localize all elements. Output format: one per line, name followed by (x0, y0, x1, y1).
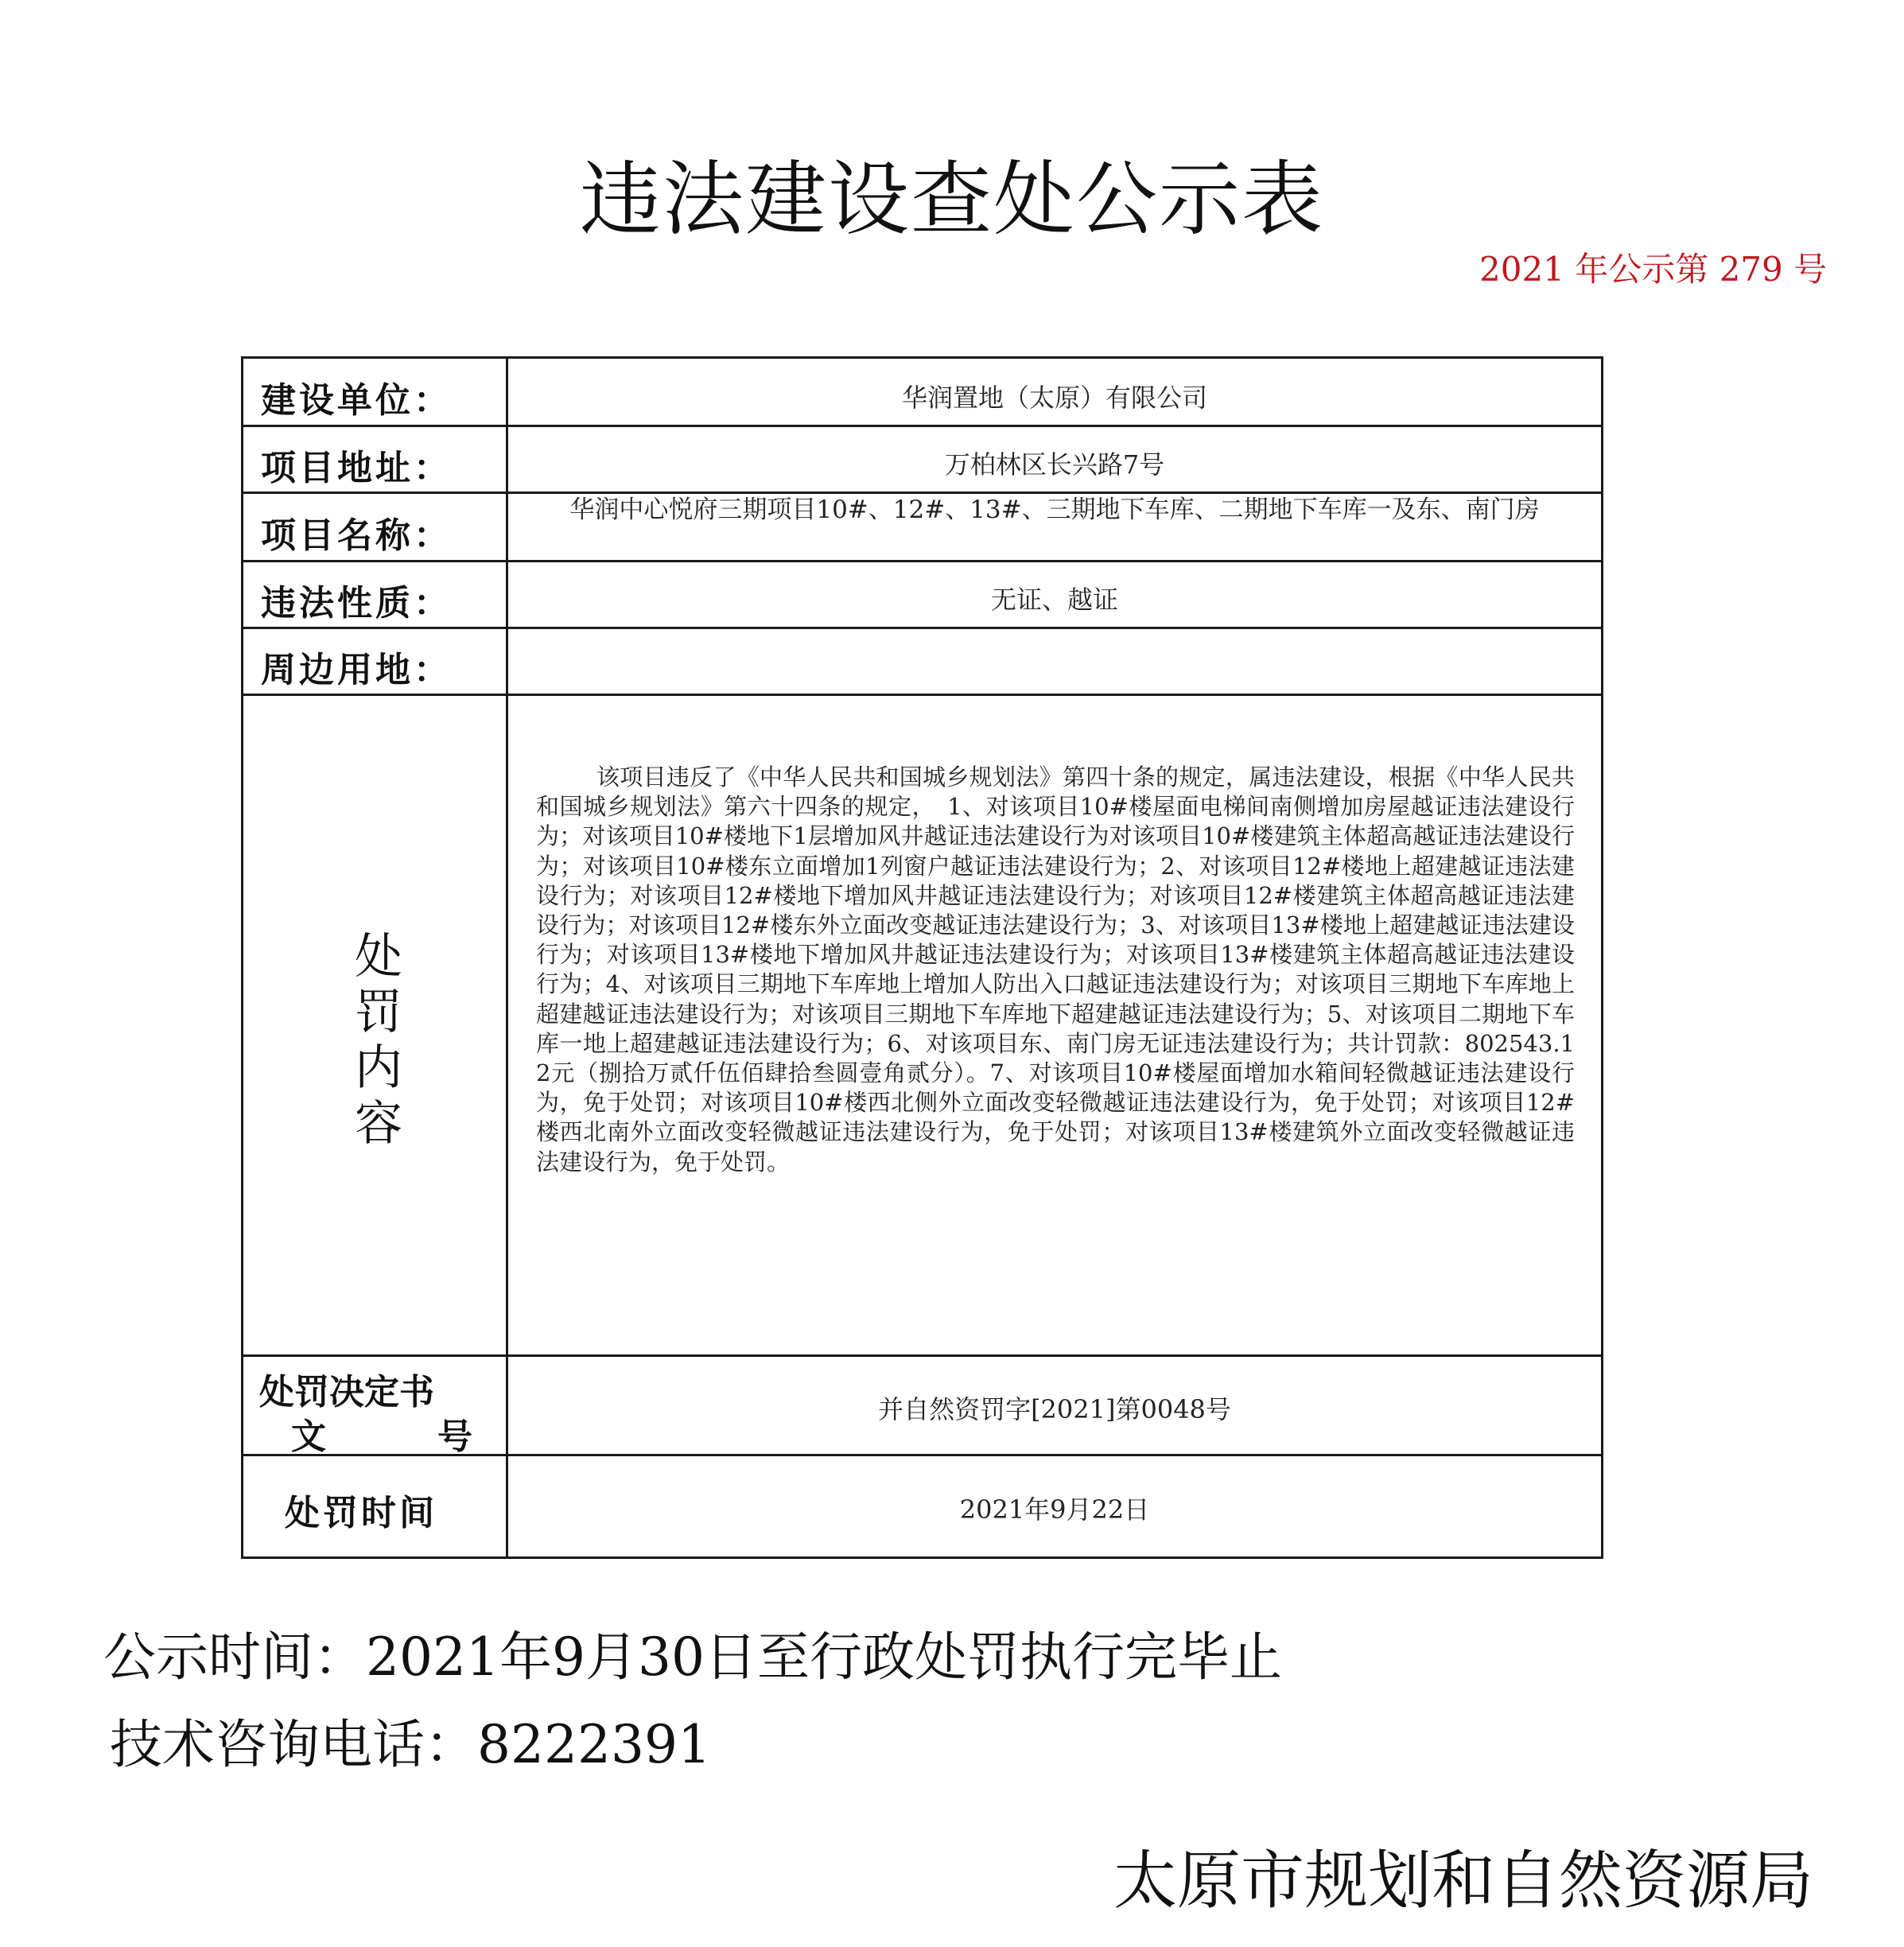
value-construction-unit: 华润置地（太原）有限公司 (901, 383, 1207, 413)
row-divider (243, 627, 1601, 629)
label-construction-unit: 建设单位： (261, 380, 452, 421)
column-divider (506, 359, 508, 1556)
row-divider (243, 694, 1601, 696)
document-title: 违法建设查处公示表 (580, 153, 1324, 247)
value-violation-nature: 无证、越证 (990, 585, 1118, 615)
value-project-address: 万柏林区长兴路7号 (944, 449, 1165, 480)
publicity-period: 公示时间：2021年9月30日至行政处罚执行完毕止 (103, 1626, 1282, 1688)
label-violation-nature: 违法性质： (261, 583, 452, 624)
row-divider (243, 1354, 1601, 1357)
label-project-name: 项目名称： (261, 515, 452, 556)
penalty-content-text: 该项目违反了《中华人民共和国城乡规划法》第四十条的规定，属违法建设，根据《中华人民共和国城乡规划法》第六十四条的规定， 1、对该项目10#楼屋面电梯间南侧增加房屋越证违法建设行为；对该项目10#楼地下1层增加风井越证违法建设行为对该项目10#楼建筑主体超高越证违法建设行为；对该项目10#楼东立面增加1列窗户越证违法建设行为；2、对该项目12#楼地上超建越证违法建设行为；对该项目12#楼地下增加风井越证违法建设行为；对该项目12#楼建筑主体超高越证违法建设行为；对该项目12#楼东外立面改变越证违法建设行为；3、对该项目13#楼地上超建越证违法建设行为；对该项目13#楼地下增加风井越证违法建设行为；对该项目13#楼建筑主体超高越证违法建设行为；4、对该项目三期地下车库地上增加人防出入口越证违法建设行为；对该项目三期地下车库地上超建越证违法建设行为；对该项目三期地下车库地下超建越证违法建设行为；5、对该项目二期地下车库一地上超建越证违法建设行为；6、对该项目东、南门房无证违法建设行为；共计罚款：802543.12元（捌拾万贰仟伍佰肆拾叁圆壹角贰分）。7、对该项目10#楼屋面增加水箱间轻微越证违法建设行为，免于处罚；对该项目10#楼西北侧外立面改变轻微越证违法建设行为，免于处罚；对该项目12#楼西北南外立面改变轻微越证违法建设行为，免于处罚；对该项目13#楼建筑外立面改变轻微越证违法建设行为，免于处罚。 (536, 764, 1575, 1176)
row-divider (243, 560, 1601, 562)
consult-phone: 技术咨询电话：8222391 (110, 1714, 711, 1775)
issuing-agency: 太原市规划和自然资源局 (1113, 1844, 1813, 1918)
penalty-table (241, 356, 1603, 1559)
label-decision-number (259, 1370, 498, 1459)
label-penalty-content: 处罚内容 (355, 929, 402, 1152)
label-decision-line1: 处罚决定书 (259, 1372, 434, 1413)
value-project-name: 华润中心悦府三期项目10#、12#、13#、三期地下车库、二期地下车库一及东、南门房 (569, 495, 1540, 524)
row-divider (243, 425, 1601, 427)
label-project-address: 项目地址： (261, 448, 452, 488)
publicity-number: 2021 年公示第 279 号 (1479, 250, 1828, 289)
label-decision-char-b: 号 (437, 1417, 472, 1457)
label-penalty-time: 处罚时间 (285, 1493, 437, 1533)
label-surrounding-land: 周边用地： (261, 650, 452, 690)
row-divider (243, 492, 1601, 494)
label-decision-char-a: 文 (291, 1417, 326, 1457)
value-penalty-time: 2021年9月22日 (959, 1494, 1150, 1525)
value-decision-number: 并自然资罚字[2021]第0048号 (878, 1394, 1231, 1424)
